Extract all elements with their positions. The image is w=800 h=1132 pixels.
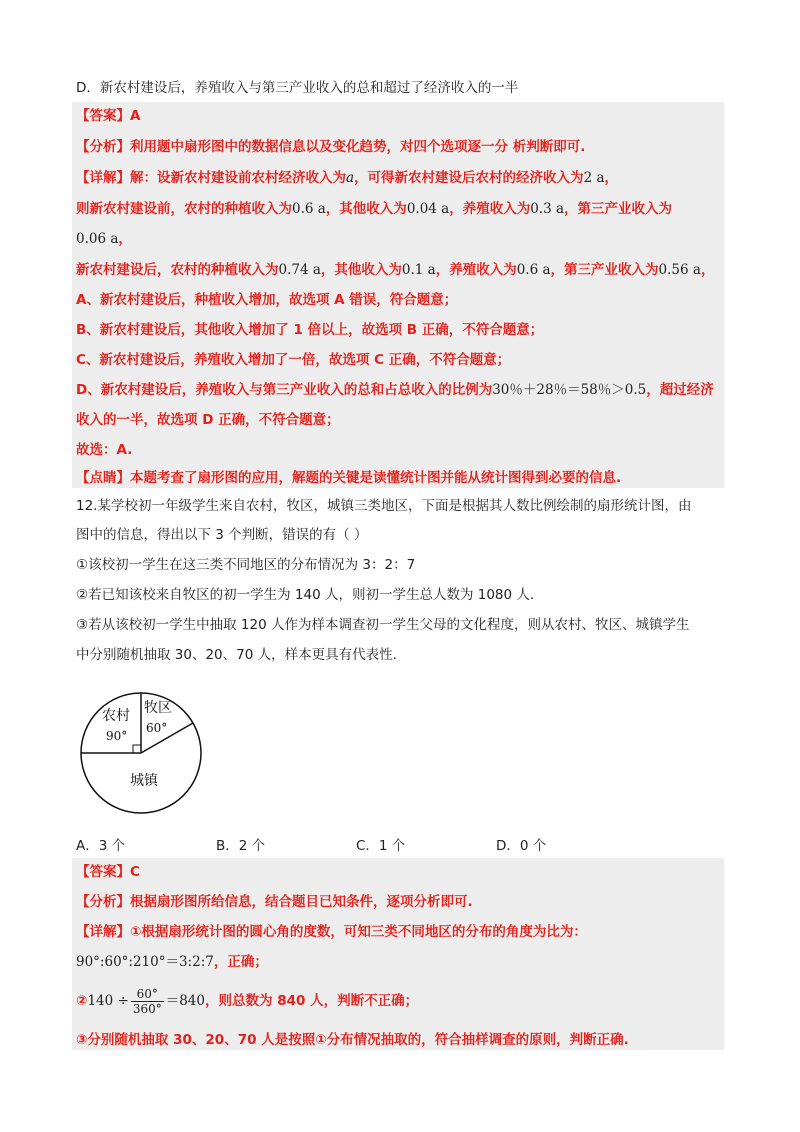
pie-angle-pastoral: 60° (146, 721, 168, 735)
q11-line-d2: 收入的一半，故选项 D 正确，不符合题意； (76, 412, 340, 428)
q12-item-3b: 中分别随机抽取 30、20、70 人，样本更具有代表性. (76, 647, 397, 663)
option-b: B．2 个 (216, 838, 266, 854)
q12-stem-2: 图中的信息，得出以下 3 个判断，错误的有（ ） (76, 527, 368, 543)
q11-analysis: 【分析】利用题中扇形图中的数据信息以及变化趋势，对四个选项逐一分 析判断即可. (76, 139, 586, 155)
q12-item-3a: ③若从该校初一学生中抽取 120 人作为样本调查初一学生父母的文化程度，则从农村、牧区、城镇学生 (76, 617, 690, 633)
option-a: A．3 个 (76, 838, 126, 854)
q11-line-a: A、新农村建设后，种植收入增加，故选项 A 错误，符合题意； (76, 292, 458, 308)
q11-line-b: B、新农村建设后，其他收入增加了 1 倍以上，故选项 B 正确，不符合题意； (76, 322, 544, 338)
option-c: C．1 个 (356, 838, 406, 854)
q12-detail-line-4: ③分别随机抽取 30、20、70 人是按照①分布情况抽取的，符合抽样调查的原则，判断正确. (76, 1032, 629, 1048)
pie-chart (76, 688, 206, 818)
q11-detail-line-3: 0.06 a， (76, 231, 132, 247)
pie-label-pastoral: 牧区 (144, 700, 172, 716)
pie-label-town: 城镇 (130, 773, 158, 789)
q12-detail-line-3: ②140 ÷ $\frac{60^\circ}{360^\circ}$ ＝840，则总数为 840 人，判断不正确； (76, 986, 419, 1016)
q12-detail-line-2: 90°:60°:210°＝3:2:7，正确； (76, 954, 268, 970)
q11-detail-line-2: 则新农村建设前，农村的种植收入为0.6 a，其他收入为0.04 a，养殖收入为0.3 a，第三产业收入为 (76, 201, 673, 217)
q12-stem-1: 12.某学校初一年级学生来自农村，牧区，城镇三类地区，下面是根据其人数比例绘制的扇形统计图，由 (76, 498, 692, 514)
option-d: D．0 个 (496, 838, 547, 854)
fraction-60-over-360: $\frac{60^\circ}{360^\circ}$ (132, 986, 162, 1016)
q12-analysis: 【分析】根据扇形图所给信息，结合题目已知条件，逐项分析即可. (76, 894, 473, 910)
q11-answer: 【答案】A (76, 108, 141, 124)
q11-line-d1: D、新农村建设后，养殖收入与第三产业收入的总和占总收入的比例为30％＋28％＝58％＞0.5，超过经济 (76, 382, 714, 398)
q11-comment: 【点睛】本题考查了扇形图的应用，解题的关键是读懂统计图并能从统计图得到必要的信息. (76, 470, 622, 486)
q11-line-c: C、新农村建设后，养殖收入增加了一倍，故选项 C 正确，不符合题意； (76, 352, 511, 368)
q11-detail-line-1: 【详解】解：设新农村建设前农村经济收入为a，可得新农村建设后农村的经济收入为2 a， (76, 170, 618, 186)
pie-angle-rural: 90° (106, 729, 128, 743)
q12-detail-line-1: 【详解】①根据扇形统计图的圆心角的度数，可知三类不同地区的分布的角度为比为： (76, 924, 587, 940)
q12-item-2: ②若已知该校来自牧区的初一学生为 140 人，则初一学生总人数为 1080 人. (76, 587, 535, 603)
pie-label-rural: 农村 (102, 708, 130, 724)
q11-option-d: D．新农村建设后，养殖收入与第三产业收入的总和超过了经济收入的一半 (76, 80, 519, 96)
q12-item-1: ①该校初一学生在这三类不同地区的分布情况为 3：2：7 (76, 557, 416, 573)
q11-detail-line-4: 新农村建设后，农村的种植收入为0.74 a，其他收入为0.1 a，养殖收入为0.6 a，第三产业收入为0.56 a， (76, 262, 715, 278)
q11-choose: 故选：A. (76, 442, 133, 458)
q12-answer: 【答案】C (76, 864, 140, 880)
